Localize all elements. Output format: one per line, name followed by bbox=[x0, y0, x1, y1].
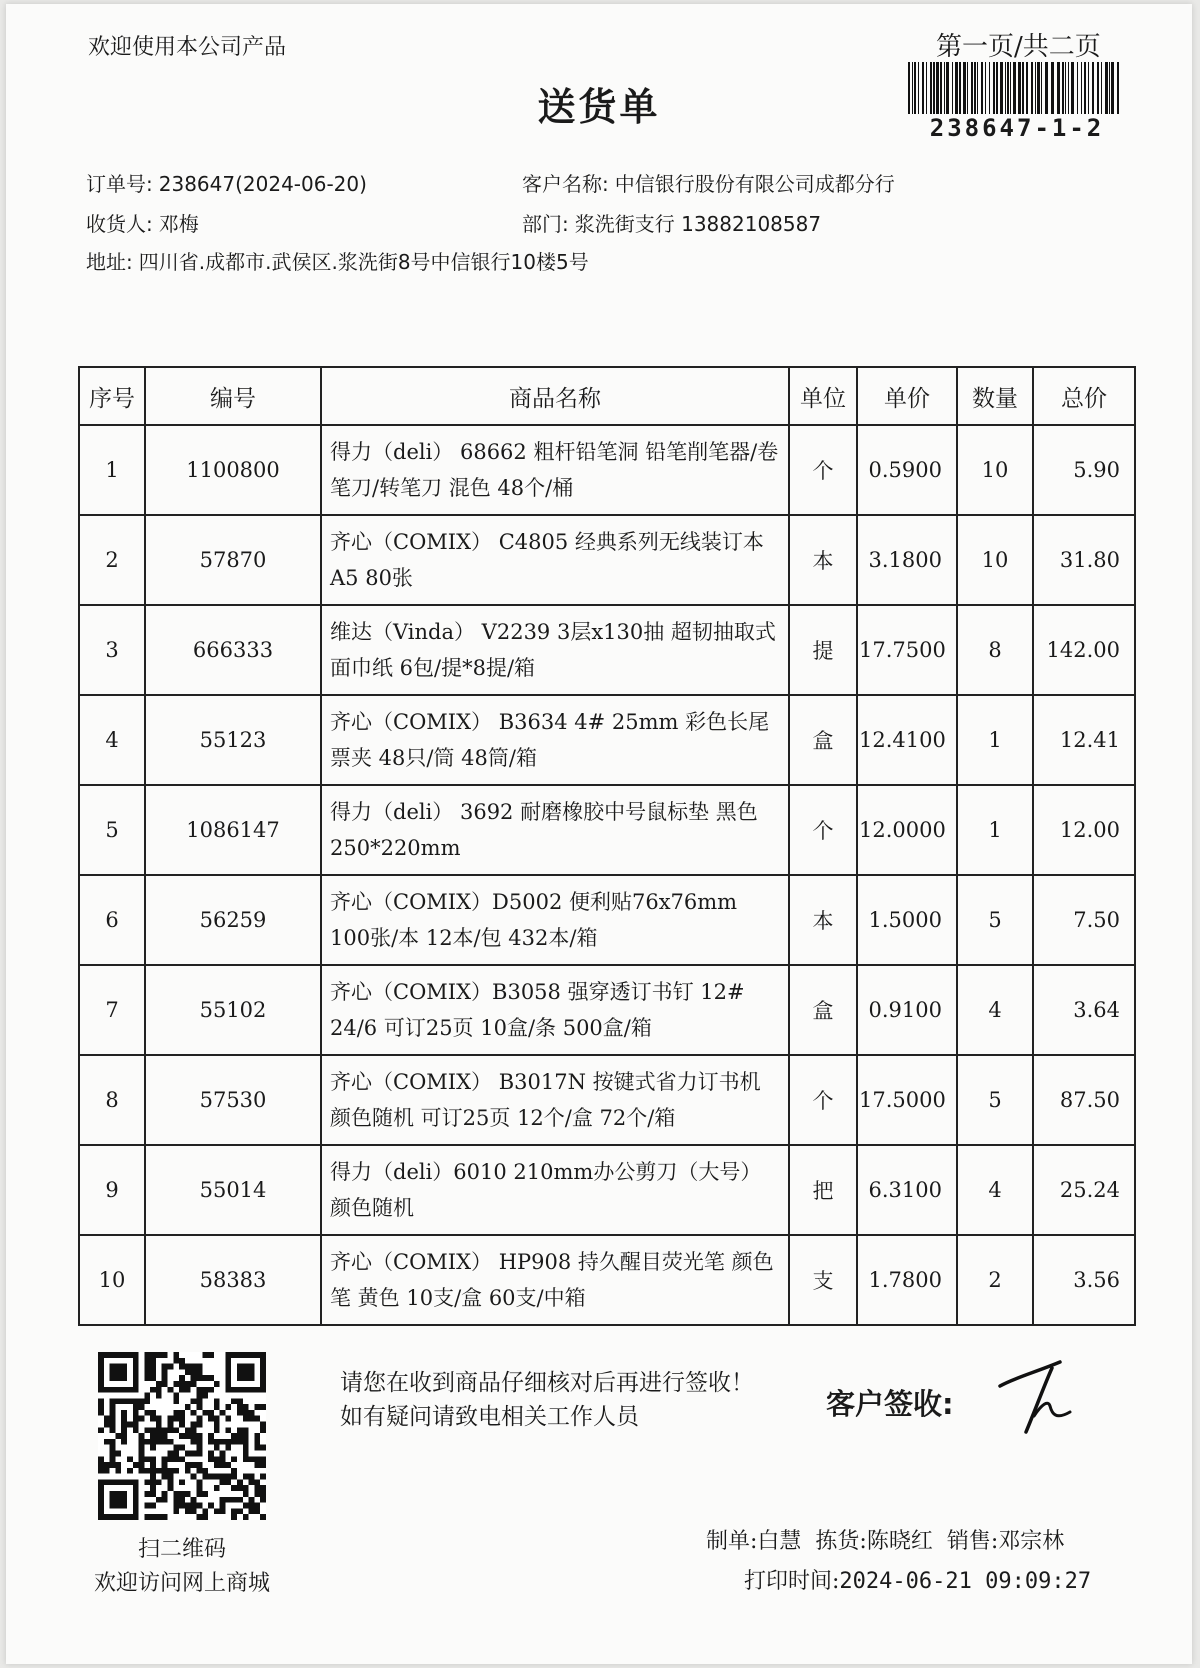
qr-caption-scan: 扫二维码 bbox=[137, 1537, 226, 1562]
table-row bbox=[79, 785, 1135, 875]
table-row bbox=[79, 965, 1135, 1055]
cell-total: 3.64 bbox=[1033, 965, 1135, 1055]
cell-no: 10 bbox=[79, 1235, 145, 1325]
cell-unit: 提 bbox=[789, 605, 857, 695]
cell-total: 12.41 bbox=[1033, 695, 1135, 785]
cell-unit: 本 bbox=[789, 875, 857, 965]
barcode-number: 238647-1-2 bbox=[929, 114, 1105, 142]
cell-name: 齐心（COMIX） B3634 4# 25mm 彩色长尾票夹 48只/筒 48筒/箱 bbox=[321, 695, 789, 785]
print-time-value: 2024-06-21 09:09:27 bbox=[839, 1569, 1092, 1594]
department-value: 浆洗街支行 13882108587 bbox=[574, 212, 822, 236]
cell-name: 得力（deli）6010 210mm办公剪刀（大号） 颜色随机 bbox=[321, 1145, 789, 1235]
order-number-label: 订单号: bbox=[86, 172, 153, 196]
cell-name: 得力（deli） 68662 粗杆铅笔洞 铅笔削笔器/卷笔刀/转笔刀 混色 48个/桶 bbox=[321, 425, 789, 515]
qr-code[interactable] bbox=[98, 1352, 266, 1520]
staff-line bbox=[706, 1524, 1078, 1555]
cell-total: 142.00 bbox=[1033, 605, 1135, 695]
cell-price: 6.3100 bbox=[857, 1145, 957, 1235]
cell-code: 1086147 bbox=[145, 785, 321, 875]
header-name: 商品名称 bbox=[321, 367, 789, 425]
cell-code: 57530 bbox=[145, 1055, 321, 1145]
cell-no: 9 bbox=[79, 1145, 145, 1235]
maker: 制单:白慧 bbox=[706, 1529, 802, 1554]
notice-text: 请您在收到商品仔细核对后再进行签收！如有疑问请致电相关工作人员 bbox=[340, 1370, 754, 1430]
header-total: 总价 bbox=[1033, 367, 1135, 425]
cell-no: 4 bbox=[79, 695, 145, 785]
cell-total: 7.50 bbox=[1033, 875, 1135, 965]
address-value: 四川省.成都市.武侯区.浆洗街8号中信银行10楼5号 bbox=[138, 250, 589, 274]
cell-no: 5 bbox=[79, 785, 145, 875]
cell-qty: 10 bbox=[957, 515, 1033, 605]
table-row bbox=[79, 605, 1135, 695]
department bbox=[522, 208, 821, 237]
customer-name-label: 客户名称: bbox=[522, 172, 609, 196]
header-qty: 数量 bbox=[957, 367, 1033, 425]
cell-price: 0.9100 bbox=[857, 965, 957, 1055]
cell-code: 666333 bbox=[145, 605, 321, 695]
cell-unit: 支 bbox=[789, 1235, 857, 1325]
cell-name: 得力（deli） 3692 耐磨橡胶中号鼠标垫 黑色 250*220mm bbox=[321, 785, 789, 875]
cell-price: 17.5000 bbox=[857, 1055, 957, 1145]
print-time-label: 打印时间: bbox=[744, 1569, 840, 1594]
table-row bbox=[79, 515, 1135, 605]
receiver-label: 收货人: bbox=[86, 212, 153, 236]
cell-unit: 本 bbox=[789, 515, 857, 605]
qr-caption-mall: 欢迎访问网上商城 bbox=[93, 1571, 270, 1596]
cell-price: 17.7500 bbox=[857, 605, 957, 695]
cell-unit: 个 bbox=[789, 425, 857, 515]
header-unit: 单位 bbox=[789, 367, 857, 425]
cell-name: 齐心（COMIX）B3058 强穿透订书钉 12# 24/6 可订25页 10盒/条 500盒/箱 bbox=[321, 965, 789, 1055]
document-title: 送货单 bbox=[537, 84, 661, 129]
cell-qty: 5 bbox=[957, 875, 1033, 965]
cell-price: 12.0000 bbox=[857, 785, 957, 875]
cell-no: 6 bbox=[79, 875, 145, 965]
customer-name-value: 中信银行股份有限公司成都分行 bbox=[614, 172, 895, 196]
cell-total: 87.50 bbox=[1033, 1055, 1135, 1145]
cell-price: 0.5900 bbox=[857, 425, 957, 515]
cell-total: 5.90 bbox=[1033, 425, 1135, 515]
customer-name bbox=[522, 168, 895, 197]
table-header-row bbox=[79, 367, 1135, 425]
cell-qty: 1 bbox=[957, 695, 1033, 785]
cell-code: 55014 bbox=[145, 1145, 321, 1235]
picker: 拣货:陈晓红 bbox=[815, 1529, 933, 1554]
cell-code: 56259 bbox=[145, 875, 321, 965]
cell-name: 齐心（COMIX） HP908 持久醒目荧光笔 颜色笔 黄色 10支/盒 60支/中箱 bbox=[321, 1235, 789, 1325]
table-row bbox=[79, 875, 1135, 965]
cell-qty: 2 bbox=[957, 1235, 1033, 1325]
cell-price: 1.5000 bbox=[857, 875, 957, 965]
department-label: 部门: bbox=[522, 212, 569, 236]
cell-total: 3.56 bbox=[1033, 1235, 1135, 1325]
header-no: 序号 bbox=[79, 367, 145, 425]
header-code: 编号 bbox=[145, 367, 321, 425]
cell-price: 12.4100 bbox=[857, 695, 957, 785]
cell-no: 3 bbox=[79, 605, 145, 695]
table-row bbox=[79, 1055, 1135, 1145]
cell-qty: 4 bbox=[957, 1145, 1033, 1235]
receiver-value: 邓梅 bbox=[158, 212, 199, 236]
cell-no: 1 bbox=[79, 425, 145, 515]
welcome-text: 欢迎使用本公司产品 bbox=[88, 35, 287, 60]
table-row bbox=[79, 425, 1135, 515]
cell-no: 7 bbox=[79, 965, 145, 1055]
order-number bbox=[86, 168, 367, 197]
print-time bbox=[744, 1564, 1091, 1595]
cell-qty: 10 bbox=[957, 425, 1033, 515]
cell-price: 1.7800 bbox=[857, 1235, 957, 1325]
customer-sign-label: 客户签收: bbox=[826, 1387, 954, 1421]
cell-qty: 8 bbox=[957, 605, 1033, 695]
sales: 销售:邓宗林 bbox=[946, 1529, 1065, 1554]
cell-code: 58383 bbox=[145, 1235, 321, 1325]
address-label: 地址: bbox=[86, 250, 133, 274]
header-price: 单价 bbox=[857, 367, 957, 425]
cell-code: 55123 bbox=[145, 695, 321, 785]
cell-name: 齐心（COMIX）D5002 便利贴76x76mm 100张/本 12本/包 432本/箱 bbox=[321, 875, 789, 965]
cell-qty: 1 bbox=[957, 785, 1033, 875]
cell-total: 31.80 bbox=[1033, 515, 1135, 605]
cell-unit: 盒 bbox=[789, 965, 857, 1055]
delivery-note bbox=[6, 4, 1192, 1664]
receiver bbox=[86, 208, 199, 237]
cell-unit: 个 bbox=[789, 785, 857, 875]
cell-code: 55102 bbox=[145, 965, 321, 1055]
items-table bbox=[78, 366, 1136, 1326]
cell-unit: 盒 bbox=[789, 695, 857, 785]
barcode bbox=[908, 62, 1122, 114]
page-info: 第一页/共二页 bbox=[936, 32, 1101, 62]
table-row bbox=[79, 1145, 1135, 1235]
cell-code: 57870 bbox=[145, 515, 321, 605]
cell-unit: 把 bbox=[789, 1145, 857, 1235]
address bbox=[86, 246, 589, 275]
order-number-value: 238647(2024-06-20) bbox=[158, 172, 367, 196]
cell-total: 25.24 bbox=[1033, 1145, 1135, 1235]
cell-price: 3.1800 bbox=[857, 515, 957, 605]
cell-no: 8 bbox=[79, 1055, 145, 1145]
table-row bbox=[79, 1235, 1135, 1325]
cell-name: 齐心（COMIX） C4805 经典系列无线装订本 A5 80张 bbox=[321, 515, 789, 605]
cell-name: 维达（Vinda） V2239 3层x130抽 超韧抽取式面巾纸 6包/提*8提/箱 bbox=[321, 605, 789, 695]
table-row bbox=[79, 695, 1135, 785]
cell-unit: 个 bbox=[789, 1055, 857, 1145]
customer-signature bbox=[996, 1356, 1076, 1436]
cell-no: 2 bbox=[79, 515, 145, 605]
cell-qty: 5 bbox=[957, 1055, 1033, 1145]
cell-qty: 4 bbox=[957, 965, 1033, 1055]
cell-code: 1100800 bbox=[145, 425, 321, 515]
cell-name: 齐心（COMIX） B3017N 按键式省力订书机 颜色随机 可订25页 12个/盒 72个/箱 bbox=[321, 1055, 789, 1145]
cell-total: 12.00 bbox=[1033, 785, 1135, 875]
